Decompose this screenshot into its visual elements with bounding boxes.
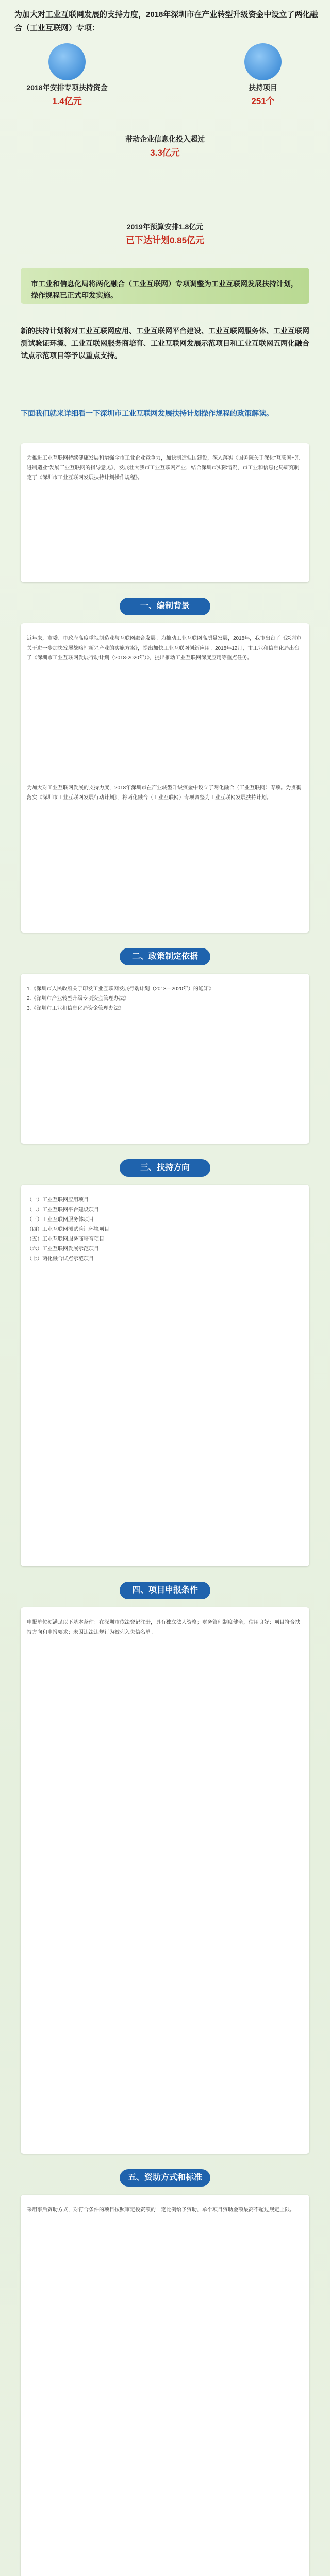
stat-2019-value: 已下达计划0.85亿元 xyxy=(125,235,205,245)
stat-projects-value: 251个 xyxy=(251,96,275,106)
overview-text: 为推进工业互联网持续健康发展和增强全市工业企业竞争力，加快制造强国建设，深入落实《国务院关于深化“互联网+先进制造业”发展工业互联网的指导意见》，发展壮大我市工业互联网产业，结合深圳市实际情况，市工业和信息化局研究制定了《深圳市工业互联网发展扶持计划操作规程》。 xyxy=(27,455,300,481)
section-title-conditions: 四、项目申报条件 xyxy=(120,1582,210,1599)
adjustment-text: 市工业和信息化局将两化融合（工业互联网）专项调整为工业互联网发展扶持计划，操作规程已正式印发实施。 xyxy=(31,280,298,299)
intro-text: 为加大对工业互联网发展的支持力度，2018年深圳市在产业转型升级资金中设立了两化融合（工业互联网）专项： xyxy=(14,10,318,32)
conditions-card xyxy=(21,1607,309,2154)
stat-investment xyxy=(93,134,237,158)
stat-2019-label: 2019年预算安排1.8亿元 xyxy=(126,223,204,231)
stat-projects xyxy=(211,82,315,107)
directions-text: （一）工业互联网应用项目 （二）工业互联网平台建设项目 （三）工业互联网服务体项目 （四）工业互联网测试验证环境项目 （五）工业互联网服务商培育项目 （六）工业互联网发展示范项目 （七）两化融合试点示范项目 xyxy=(27,1197,109,1262)
projects-icon xyxy=(244,43,282,80)
section-title-directions: 三、扶持方向 xyxy=(120,1159,210,1177)
stat-projects-label: 扶持项目 xyxy=(249,83,277,92)
stat-investment-value: 3.3亿元 xyxy=(150,148,180,158)
highlight-text: 新的扶持计划将对工业互联网应用、工业互联网平台建设、工业互联网服务体、工业互联网测试验证环境、工业互联网服务商培育、工业互联网发展示范项目和工业互联网五两化融合试点示范项目等予以重点支持。 xyxy=(21,327,309,360)
background-text-2: 为加大对工业互联网发展的支持力度，2018年深圳市在产业转型升级资金中设立了两化融合（工业互联网）专项。为贯彻落实《深圳市工业互联网发展行动计划》，将两化融合（工业互联网）专项调整为工业互联网发展扶持计划。 xyxy=(27,785,302,801)
stat-funding xyxy=(15,82,119,107)
conditions-text: 申报单位须满足以下基本条件：在深圳市依法登记注册，具有独立法人资格；财务管理制度健全，信用良好；项目符合扶持方向和申报要求；未因违法违规行为被列入失信名单。 xyxy=(27,1620,300,1635)
next-text: 下面我们就来详细看一下深圳市工业互联网发展扶持计划操作规程的政策解读。 xyxy=(21,409,273,417)
stat-funding-value: 1.4亿元 xyxy=(52,96,82,106)
background-card xyxy=(21,623,309,933)
funding-card xyxy=(21,2195,309,2576)
stat-investment-label: 带动企业信息化投入超过 xyxy=(125,135,205,143)
section-title-background: 一、编制背景 xyxy=(120,598,210,615)
funding-icon xyxy=(48,43,86,80)
background-text-1: 近年来，市委、市政府高度重视制造业与互联网融合发展。为推动工业互联网高质量发展，2018年，我市出台了《深圳市关于进一步加快发展战略性新兴产业的实施方案》，提出加快工业互联网创新应用。2018年12月，市工业和信息化局出台了《深圳市工业互联网发展行动计划（2018-2020年）》，提出推动工业互联网深度应用等重点任务。 xyxy=(27,636,302,661)
funding-text: 采用事后资助方式，对符合条件的项目按照审定投资额的一定比例给予资助，单个项目资助金额最高不超过规定上限。 xyxy=(27,2207,295,2213)
basis-text: 1.《深圳市人民政府关于印发工业互联网发展行动计划（2018—2020年）的通知》 2.《深圳市产业转型升级专项资金管理办法》 3.《深圳市工业和信息化局资金管理办法》 xyxy=(27,986,214,1011)
stat-funding-label: 2018年安排专项扶持资金 xyxy=(26,83,108,92)
stat-2019 xyxy=(93,222,237,246)
section-title-basis: 二、政策制定依据 xyxy=(120,948,210,965)
section-title-funding: 五、资助方式和标准 xyxy=(120,2169,210,2187)
